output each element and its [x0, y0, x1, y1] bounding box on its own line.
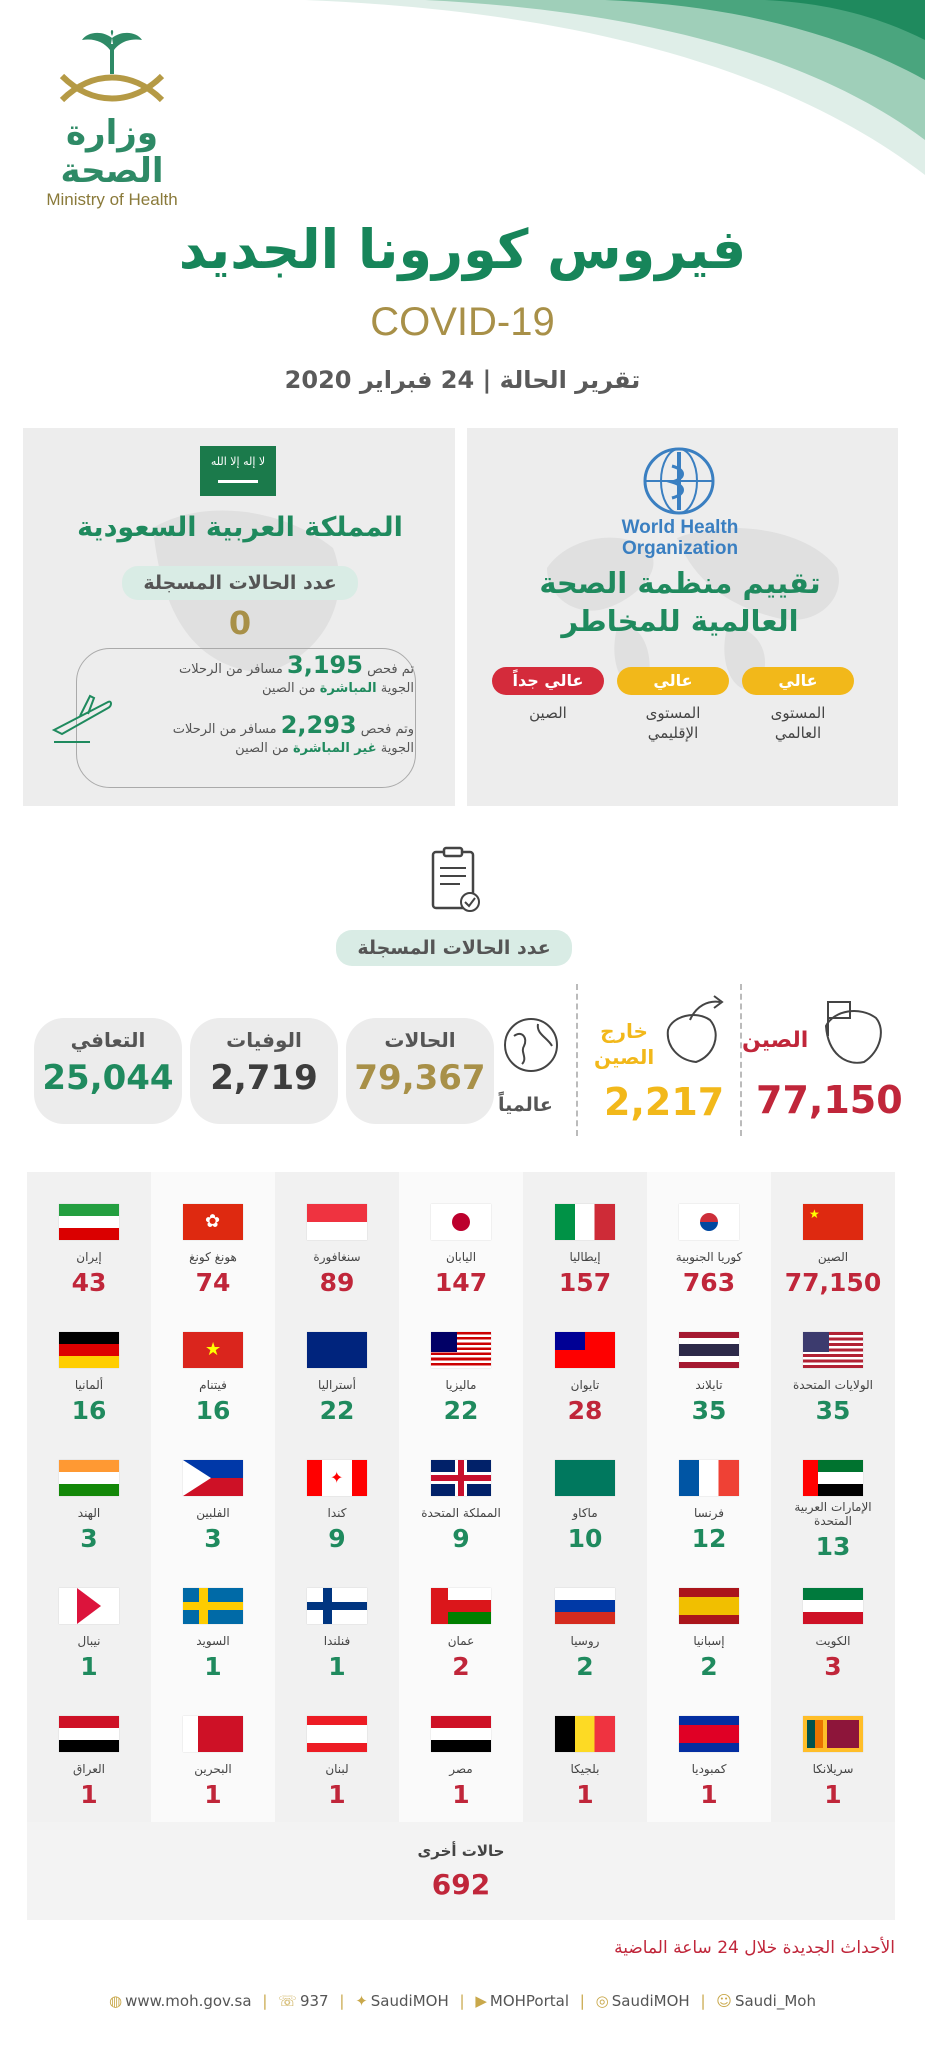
- macau-name: ماكاو: [572, 1506, 598, 1520]
- country-cell-lebanon: [275, 1684, 399, 1812]
- country-cell-vietnam: [151, 1300, 275, 1428]
- indirect-pre: وتم فحص: [360, 722, 414, 737]
- phone-link[interactable]: 937: [299, 1992, 329, 2010]
- ksa-name: المملكة العربية السعودية: [77, 512, 403, 543]
- youtube-icon: ▶: [475, 1992, 487, 2010]
- regional-level-badge: عالي: [617, 667, 729, 695]
- country-cell-canada: [275, 1428, 399, 1556]
- finland-name: فنلندا: [323, 1634, 351, 1648]
- nepal-name: نيبال: [77, 1634, 101, 1648]
- finland-cases: 1: [328, 1652, 346, 1681]
- saudi-flag: [200, 446, 276, 496]
- sri-lanka-flag: [803, 1716, 863, 1752]
- direct-line2-bold: المباشرة: [319, 681, 377, 696]
- separator: |: [459, 1992, 465, 2010]
- moh-logo: [22, 30, 202, 210]
- india-flag: [59, 1460, 119, 1496]
- website-link[interactable]: www.moh.gov.sa: [125, 1992, 252, 2010]
- france-cases: 12: [691, 1524, 727, 1553]
- china-flag: ★: [803, 1204, 863, 1240]
- oman-name: عمان: [447, 1634, 475, 1648]
- country-cell-bahrain: [151, 1684, 275, 1812]
- separator: |: [339, 1992, 345, 2010]
- page-title: فيروس كورونا الجديد: [178, 218, 747, 281]
- usa-cases: 35: [815, 1396, 851, 1425]
- global-level-label-line1: المستوى: [770, 704, 826, 722]
- country-cell-cambodia: [647, 1684, 771, 1812]
- indirect-post: مسافر من الرحلات: [172, 722, 277, 737]
- country-cell-taiwan: [523, 1300, 647, 1428]
- egypt-cases: 1: [452, 1780, 470, 1809]
- cases-card-label: الحالات: [384, 1028, 456, 1052]
- canada-cases: 9: [328, 1524, 346, 1553]
- globe-icon: [502, 1016, 560, 1074]
- country-cell-iraq: [27, 1684, 151, 1812]
- clipboard-check-icon: [430, 846, 482, 914]
- taiwan-flag: [555, 1332, 615, 1368]
- spain-name: إسبانيا: [693, 1634, 725, 1648]
- new-events-note: الأحداث الجديدة خلال 24 ساعة الماضية: [614, 1938, 895, 1958]
- outside-china-value: 2,217: [604, 1080, 725, 1124]
- deaths-card: [190, 1018, 338, 1124]
- bahrain-name: البحرين: [194, 1762, 232, 1776]
- singapore-name: سنغافورة: [313, 1250, 361, 1264]
- iraq-cases: 1: [80, 1780, 98, 1809]
- italy-flag: [555, 1204, 615, 1240]
- country-cell-australia: [275, 1300, 399, 1428]
- ministry-name-en: Ministry of Health: [46, 190, 178, 209]
- sweden-name: السويد: [196, 1634, 230, 1648]
- egypt-name: مصر: [449, 1762, 473, 1776]
- kuwait-cases: 3: [824, 1652, 842, 1681]
- italy-cases: 157: [558, 1268, 612, 1297]
- japan-flag: [431, 1204, 491, 1240]
- country-cell-thailand: [647, 1300, 771, 1428]
- world-arrow-icon: [660, 990, 730, 1070]
- country-cell-hong-kong: [151, 1172, 275, 1300]
- nepal-flag: [59, 1588, 119, 1624]
- sri-lanka-name: سريلانكا: [812, 1762, 854, 1776]
- country-cell-india: [27, 1428, 151, 1556]
- china-value: 77,150: [756, 1078, 903, 1122]
- country-cell-philippines: [151, 1428, 275, 1556]
- hong-kong-flag: ✿: [183, 1204, 243, 1240]
- who-heading-line2: العالمية للمخاطر: [561, 604, 799, 638]
- cambodia-name: كمبوديا: [691, 1762, 727, 1776]
- uk-cases: 9: [452, 1524, 470, 1553]
- direct-post: مسافر من الرحلات: [179, 662, 283, 677]
- separator: |: [262, 1992, 268, 2010]
- uae-flag: [803, 1460, 863, 1496]
- egypt-flag: [431, 1716, 491, 1752]
- recovered-card-value: 25,044: [42, 1058, 174, 1098]
- global-label: عالمياً: [498, 1094, 553, 1116]
- uk-flag: [431, 1460, 491, 1496]
- who-heading-line1: تقييم منظمة الصحة: [539, 566, 821, 600]
- country-cell-finland: [275, 1556, 399, 1684]
- direct-line2-pre: الجوية: [380, 681, 414, 696]
- usa-name: الولايات المتحدة: [792, 1378, 874, 1392]
- who-emblem-icon: [638, 446, 720, 516]
- china-cases: 77,150: [784, 1268, 882, 1297]
- singapore-cases: 89: [319, 1268, 355, 1297]
- hong-kong-name: هونغ كونغ: [189, 1250, 237, 1264]
- iran-name: إيران: [76, 1250, 102, 1264]
- vietnam-name: فيتنام: [199, 1378, 227, 1392]
- country-cell-france: [647, 1428, 771, 1556]
- germany-name: ألمانيا: [74, 1378, 104, 1392]
- malaysia-name: ماليزيا: [445, 1378, 477, 1392]
- uae-cases: 13: [815, 1532, 851, 1561]
- thailand-flag: [679, 1332, 739, 1368]
- country-cell-malaysia: [399, 1300, 523, 1428]
- germany-cases: 16: [71, 1396, 107, 1425]
- india-cases: 3: [80, 1524, 98, 1553]
- malaysia-flag: [431, 1332, 491, 1368]
- taiwan-name: تايوان: [570, 1378, 600, 1392]
- other-cases-value: 692: [431, 1868, 491, 1901]
- bahrain-flag: [183, 1716, 243, 1752]
- country-cell-belgium: [523, 1684, 647, 1812]
- ministry-name-ar: وزارة الصحة: [60, 113, 164, 191]
- russia-cases: 2: [576, 1652, 594, 1681]
- airplane-icon: [50, 690, 114, 746]
- cases-card-value: 79,367: [354, 1058, 486, 1098]
- cambodia-flag: [679, 1716, 739, 1752]
- macau-cases: 10: [567, 1524, 603, 1553]
- youtube-link[interactable]: MOHPortal: [489, 1992, 570, 2010]
- iran-cases: 43: [71, 1268, 107, 1297]
- country-cell-japan: [399, 1172, 523, 1300]
- deaths-card-label: الوفيات: [226, 1028, 302, 1052]
- country-cell-singapore: [275, 1172, 399, 1300]
- separator: |: [579, 1992, 585, 2010]
- sri-lanka-cases: 1: [824, 1780, 842, 1809]
- japan-cases: 147: [434, 1268, 488, 1297]
- cambodia-cases: 1: [700, 1780, 718, 1809]
- global-level-label: [738, 703, 858, 743]
- palm-swords-icon: [52, 30, 172, 110]
- south-korea-cases: 763: [682, 1268, 736, 1297]
- report-date: تقرير الحالة | 24 فبراير 2020: [284, 366, 641, 394]
- who-org-line1: World Health: [621, 517, 739, 538]
- direct-flights-text: [98, 651, 414, 698]
- other-cases: [27, 1822, 895, 1920]
- indirect-line2-pre: الجوية: [380, 741, 414, 756]
- regional-level-label-line1: المستوى: [645, 704, 701, 722]
- country-cell-spain: [647, 1556, 771, 1684]
- oman-cases: 2: [452, 1652, 470, 1681]
- malaysia-cases: 22: [443, 1396, 479, 1425]
- spain-flag: [679, 1588, 739, 1624]
- china-level-label-line1: الصين: [529, 704, 567, 722]
- country-cell-italy: [523, 1172, 647, 1300]
- countries-grid: [27, 1172, 895, 1822]
- divider-2: [576, 984, 578, 1136]
- direct-count: 3,195: [287, 651, 363, 679]
- country-cell-iran: [27, 1172, 151, 1300]
- nepal-cases: 1: [80, 1652, 98, 1681]
- recovered-card-label: التعافي: [70, 1028, 146, 1052]
- indirect-count: 2,293: [280, 711, 357, 739]
- saudi-flag-script: لا إله إلا الله: [210, 455, 266, 468]
- taiwan-cases: 28: [567, 1396, 603, 1425]
- india-name: الهند: [77, 1506, 101, 1520]
- direct-pre: تم فحص: [367, 662, 414, 677]
- russia-flag: [555, 1588, 615, 1624]
- ksa-cases-value: 0: [228, 604, 252, 642]
- separator: |: [700, 1992, 706, 2010]
- china-label: الصين: [742, 1028, 809, 1053]
- uk-name: المملكة المتحدة: [421, 1506, 501, 1520]
- spain-cases: 2: [700, 1652, 718, 1681]
- page-subtitle: COVID-19: [370, 300, 555, 344]
- south-korea-flag: [679, 1204, 739, 1240]
- country-cell-russia: [523, 1556, 647, 1684]
- footer-links: [0, 1992, 925, 2010]
- kuwait-flag: [803, 1588, 863, 1624]
- kuwait-name: الكويت: [815, 1634, 851, 1648]
- twitter-link[interactable]: SaudiMOH: [370, 1992, 449, 2010]
- lebanon-name: لبنان: [325, 1762, 349, 1776]
- country-cell-usa: [771, 1300, 895, 1428]
- canada-name: كندا: [327, 1506, 347, 1520]
- south-korea-name: كوريا الجنوبية: [675, 1250, 743, 1264]
- country-cell-south-korea: [647, 1172, 771, 1300]
- outside-china-label: [594, 1018, 654, 1070]
- country-cell-oman: [399, 1556, 523, 1684]
- indirect-line2-post: من الصين: [235, 741, 289, 756]
- country-cell-uae: [771, 1428, 895, 1561]
- instagram-icon: ◎: [595, 1992, 609, 2010]
- iraq-flag: [59, 1716, 119, 1752]
- china-level-label: [488, 703, 608, 723]
- iraq-name: العراق: [72, 1762, 106, 1776]
- oman-flag: [431, 1588, 491, 1624]
- direct-line2-post: من الصين: [261, 681, 316, 696]
- country-cell-sweden: [151, 1556, 275, 1684]
- vietnam-cases: 16: [195, 1396, 231, 1425]
- belgium-cases: 1: [576, 1780, 594, 1809]
- china-name: الصين: [817, 1250, 849, 1264]
- vietnam-flag: ★: [183, 1332, 243, 1368]
- philippines-name: الفلبين: [196, 1506, 230, 1520]
- instagram-link[interactable]: SaudiMOH: [611, 1992, 690, 2010]
- belgium-name: بلجيكا: [570, 1762, 600, 1776]
- macau-flag: [555, 1460, 615, 1496]
- canada-flag: ✦: [307, 1460, 367, 1496]
- iran-flag: [59, 1204, 119, 1240]
- other-cases-label: حالات أخرى: [417, 1842, 505, 1860]
- japan-name: اليابان: [445, 1250, 477, 1264]
- country-cell-china: [771, 1172, 895, 1300]
- country-cell-uk: [399, 1428, 523, 1556]
- australia-name: أستراليا: [318, 1378, 356, 1392]
- country-cell-kuwait: [771, 1556, 895, 1684]
- phone-icon: ☏: [278, 1992, 297, 2010]
- ksa-cases-label: عدد الحالات المسجلة: [122, 566, 358, 600]
- global-level-badge: عالي: [742, 667, 854, 695]
- australia-cases: 22: [319, 1396, 355, 1425]
- globe-small-icon: ◍: [109, 1992, 123, 2010]
- indirect-flights-text: [98, 711, 414, 758]
- philippines-cases: 3: [204, 1524, 222, 1553]
- twitter-icon: ✦: [355, 1992, 368, 2010]
- germany-flag: [59, 1332, 119, 1368]
- uae-name: الإمارات العربية المتحدة: [794, 1500, 872, 1528]
- global-level-label-line2: العالمي: [774, 724, 822, 742]
- country-cell-egypt: [399, 1684, 523, 1812]
- country-cell-germany: [27, 1300, 151, 1428]
- divider-1: [740, 984, 742, 1136]
- thailand-name: تايلاند: [695, 1378, 723, 1392]
- france-flag: [679, 1460, 739, 1496]
- outside-label-line2: الصين: [594, 1045, 655, 1069]
- philippines-flag: [183, 1460, 243, 1496]
- finland-flag: [307, 1588, 367, 1624]
- lebanon-cases: 1: [328, 1780, 346, 1809]
- sweden-flag: [183, 1588, 243, 1624]
- indirect-line2-bold: غير المباشرة: [292, 741, 377, 756]
- russia-name: روسيا: [570, 1634, 600, 1648]
- singapore-flag: [307, 1204, 367, 1240]
- summary-heading: عدد الحالات المسجلة: [336, 930, 572, 966]
- snapchat-icon: ☺: [716, 1992, 732, 2010]
- france-name: فرنسا: [693, 1506, 725, 1520]
- regional-level-label: [613, 703, 733, 743]
- country-cell-sri-lanka: [771, 1684, 895, 1812]
- hong-kong-cases: 74: [195, 1268, 231, 1297]
- regional-level-label-line2: الإقليمي: [647, 724, 699, 742]
- deaths-card-value: 2,719: [210, 1058, 318, 1098]
- country-cell-nepal: [27, 1556, 151, 1684]
- outside-label-line1: خارج: [600, 1019, 648, 1043]
- china-map-icon: [814, 996, 890, 1072]
- sweden-cases: 1: [204, 1652, 222, 1681]
- header-swoosh: [305, 0, 925, 180]
- italy-name: إيطاليا: [569, 1250, 601, 1264]
- china-level-badge: عالي جداً: [492, 667, 604, 695]
- usa-flag: [803, 1332, 863, 1368]
- recovered-card: [34, 1018, 182, 1124]
- who-org-line2: Organization: [621, 538, 739, 559]
- snapchat-link[interactable]: Saudi_Moh: [734, 1992, 816, 2010]
- country-cell-macau: [523, 1428, 647, 1556]
- bahrain-cases: 1: [204, 1780, 222, 1809]
- belgium-flag: [555, 1716, 615, 1752]
- lebanon-flag: [307, 1716, 367, 1752]
- australia-flag: [307, 1332, 367, 1368]
- thailand-cases: 35: [691, 1396, 727, 1425]
- cases-card: [346, 1018, 494, 1124]
